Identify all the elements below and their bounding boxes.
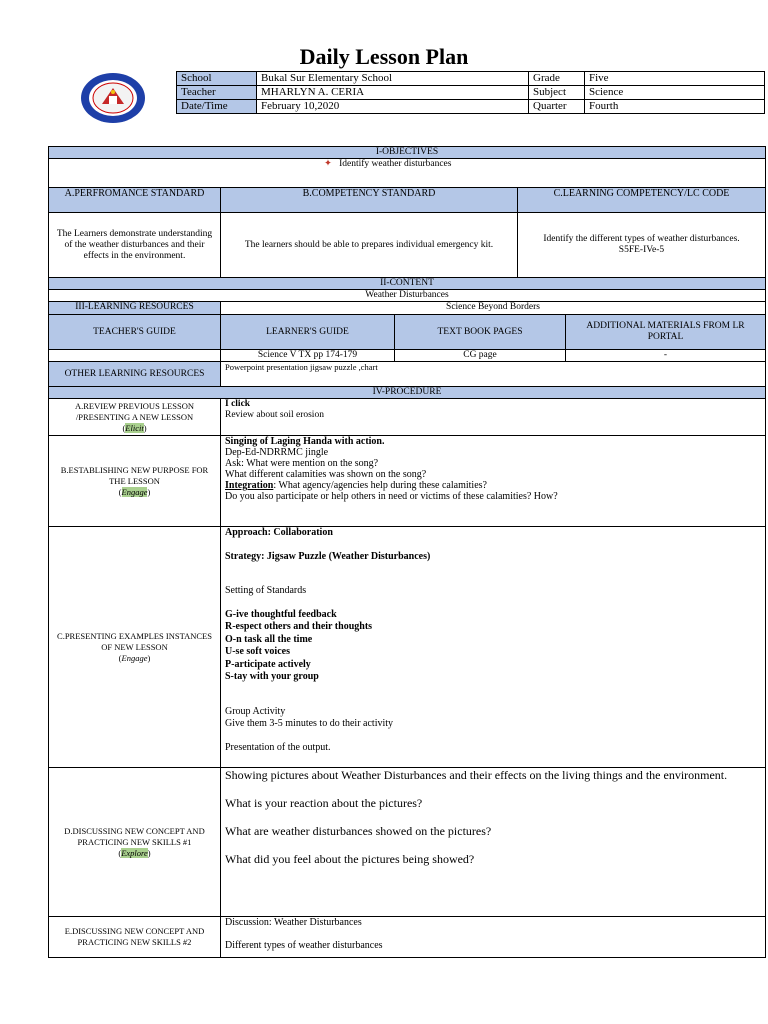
procedure-c-respect: R-espect others and their thoughts: [225, 621, 373, 632]
procedure-a-text: Review about soil erosion: [225, 410, 324, 420]
date-label: Date/Time: [177, 100, 257, 114]
procedure-c-label: C.PRESENTING EXAMPLES INSTANCES OF NEW LESSON (Engage): [49, 527, 221, 768]
header-table: [176, 71, 765, 114]
learning-resources-book: Science Beyond Borders: [221, 302, 766, 315]
teacher-value: MHARLYN A. CERIA: [257, 86, 529, 100]
other-resources-value: Powerpoint presentation jigsaw puzzle ,chart: [221, 362, 766, 387]
procedure-b-tag: Engage: [121, 486, 148, 497]
procedure-c-group-activity: Group Activity: [225, 705, 286, 717]
objectives-heading: I-OBJECTIVES: [49, 147, 766, 159]
learning-competency-label: C.LEARNING COMPETENCY/LC CODE: [518, 188, 766, 213]
content-topic: Weather Disturbances: [49, 290, 766, 302]
procedure-b-title: Singing of Laging Handa with action.: [225, 436, 385, 447]
bullet-icon: ✦: [324, 159, 332, 169]
learners-guide-label: LEARNER'S GUIDE: [221, 315, 395, 350]
procedure-d-line-2: What is your reaction about the pictures?: [225, 796, 423, 810]
date-value: February 10,2020: [257, 100, 529, 114]
learning-competency-text: Identify the different types of weather disturbances.: [543, 234, 740, 244]
procedure-a-tag: Elicit: [125, 422, 144, 433]
procedure-e-label: E.DISCUSSING NEW CONCEPT AND PRACTICING NEW SKILLS #2: [49, 917, 221, 958]
grade-label: Grade: [529, 72, 585, 86]
performance-standard-text: The Learners demonstrate understanding of the weather disturbances and their effects in the environment.: [49, 213, 221, 278]
subject-value: Science: [585, 86, 765, 100]
lc-code: S5FE-IVe-5: [618, 245, 665, 255]
procedure-a-label: A.REVIEW PREVIOUS LESSON /PRESENTING A NEW LESSON (Elicit): [49, 399, 221, 436]
procedure-c-presentation: Presentation of the output.: [225, 741, 331, 753]
procedure-c-stay: S-tay with your group: [225, 671, 319, 682]
procedure-e-line-1: Discussion: Weather Disturbances: [225, 917, 362, 928]
procedure-b-integration-label: Integration: [225, 480, 274, 491]
procedure-c-strategy: Strategy: Jigsaw Puzzle (Weather Disturbances): [225, 550, 431, 562]
school-value: Bukal Sur Elementary School: [257, 72, 529, 86]
additional-materials-value: -: [566, 350, 766, 362]
content-heading: II-CONTENT: [49, 278, 766, 290]
school-label: School: [177, 72, 257, 86]
text-book-pages-label: TEXT BOOK PAGES: [395, 315, 566, 350]
procedure-d-line-4: What did you feel about the pictures being showed?: [225, 852, 475, 866]
text-book-pages-value: CG page: [395, 350, 566, 362]
procedure-c-on-task: O-n task all the time: [225, 633, 313, 645]
procedure-c-setting: Setting of Standards: [225, 585, 307, 596]
performance-standard-label: A.PERFROMANCE STANDARD: [49, 188, 221, 213]
procedure-b-line-3: What different calamities was shown on the song?: [225, 469, 427, 480]
procedure-d-line-3: What are weather disturbances showed on the pictures?: [225, 824, 492, 838]
procedure-c-give: G-ive thoughtful feedback: [225, 608, 337, 620]
competency-standard-label: B.COMPETENCY STANDARD: [221, 188, 518, 213]
procedure-d-tag: Explore: [121, 847, 148, 858]
procedure-c-tag: Engage: [121, 652, 148, 663]
procedure-b-line-5: Do you also participate or help others in need or victims of these calamities? How?: [225, 491, 558, 502]
learners-guide-value: Science V TX pp 174-179: [221, 350, 395, 362]
procedure-b-integration-text: : What agency/agencies help during these calamities?: [273, 480, 487, 491]
procedure-e-line-2: Different types of weather disturbances: [225, 940, 383, 951]
procedure-a-title: I click: [225, 399, 251, 409]
procedure-b-line-1: Dep-Ed-NDRRMC jingle: [225, 447, 329, 458]
procedure-c-give-time: Give them 3-5 minutes to do their activity: [225, 718, 394, 729]
school-seal-logo: [80, 72, 146, 124]
procedure-c-participate: P-articipate actively: [225, 658, 311, 670]
other-resources-label: OTHER LEARNING RESOURCES: [49, 362, 221, 387]
competency-standard-text: The learners should be able to prepares individual emergency kit.: [221, 213, 518, 278]
procedure-c-soft-voices: U-se soft voices: [225, 646, 290, 657]
procedure-d-line-1: Showing pictures about Weather Disturbances and their effects on the living things and the environment.: [225, 768, 728, 782]
procedure-c-approach: Approach: Collaboration: [225, 527, 333, 538]
subject-label: Subject: [529, 86, 585, 100]
teachers-guide-label: TEACHER'S GUIDE: [49, 315, 221, 350]
procedure-b-label: B.ESTABLISHING NEW PURPOSE FOR THE LESSON (Engage): [49, 436, 221, 527]
lesson-plan-table: [48, 146, 766, 958]
procedure-d-label: D.DISCUSSING NEW CONCEPT AND PRACTICING NEW SKILLS #1 (Explore): [49, 768, 221, 917]
quarter-label: Quarter: [529, 100, 585, 114]
quarter-value: Fourth: [585, 100, 765, 114]
procedure-heading: IV-PROCEDURE: [49, 387, 766, 399]
learning-resources-heading: III-LEARNING RESOURCES: [49, 302, 221, 315]
teacher-label: Teacher: [177, 86, 257, 100]
additional-materials-label: ADDITIONAL MATERIALS FROM LR PORTAL: [566, 315, 766, 350]
objective-item: Identify weather disturbances: [339, 159, 452, 169]
page-title: Daily Lesson Plan: [299, 44, 469, 69]
procedure-b-line-2: Ask: What were mention on the song?: [225, 458, 379, 469]
grade-value: Five: [585, 72, 765, 86]
